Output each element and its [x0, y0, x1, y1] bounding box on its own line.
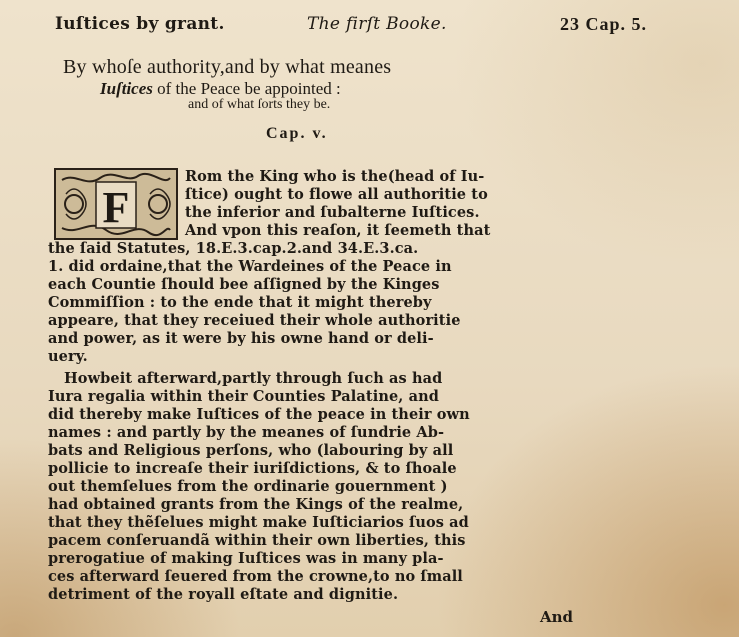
body-line: And vpon this reaſon, it ſeemeth that [185, 222, 491, 239]
body-line: Howbeit afterward,partly through ſuch as had [64, 370, 443, 387]
body-line: and power, as it were by his owne hand or deli- [48, 330, 434, 347]
initial-letter: F [102, 183, 130, 232]
catchword: And [540, 608, 574, 626]
body-line: pollicie to increaſe their iuriſdictions, & to ſhoale [48, 460, 457, 477]
chapter-title-line3: and of what ſorts they be. [188, 97, 331, 112]
body-line: names : and partly by the meanes of ſundrie Ab- [48, 424, 445, 441]
body-line: pacem conſeruandã within their own liberties, this [48, 532, 466, 549]
running-head-center: The firſt Booke. [307, 14, 447, 34]
body-line: bats and Religious perſons, who (labouring by all [48, 442, 454, 459]
decorated-initial [54, 168, 178, 240]
body-line: Rom the King who is the(head of Iu- [185, 168, 485, 185]
body-line: uery. [48, 348, 88, 365]
running-head-right: 23 Cap. 5. [560, 14, 648, 34]
chapter-title-rest: of the Peace be appointed : [152, 79, 341, 98]
body-line: ces afterward ſeuered from the crowne,to no ſmall [48, 568, 463, 585]
running-head [55, 14, 709, 38]
body-line: ſtice) ought to flowe all authoritie to [185, 186, 488, 203]
chapter-title-line2 [100, 79, 341, 99]
body-line: the ſaid Statutes, 18.E.3.cap.2.and 34.E.3.ca. [48, 240, 419, 257]
body-line: did thereby make Iuſtices of the peace in their own [48, 406, 470, 423]
chapter-title-italic: Iuſtices [100, 79, 153, 98]
body-line: 1. did ordaine,that the Wardeines of the Peace in [48, 258, 452, 275]
chapter-title-line1: By whoſe authority,and by what meanes [63, 56, 392, 78]
ornament-icon [56, 170, 176, 238]
body-line: detriment of the royall eſtate and dignitie. [48, 586, 399, 603]
body-line: prerogatiue of making Iuſtices was in many pla- [48, 550, 444, 567]
body-line: Commiſſion : to the ende that it might thereby [48, 294, 432, 311]
body-line: that they thẽſelues might make Iuſticiarios ſuos ad [48, 514, 469, 531]
body-line: the inferior and ſubalterne Iuſtices. [185, 204, 480, 221]
body-line: each Countie ſhould bee aſſigned by the Kinges [48, 276, 440, 293]
body-line: Iura regalia within their Counties Palatine, and [48, 388, 439, 405]
body-line: had obtained grants from the Kings of the realme, [48, 496, 464, 513]
chapter-number: Cap. v. [266, 125, 328, 142]
running-head-left: Iuſtices by grant. [55, 14, 225, 34]
body-line: out themſelues from the ordinarie gouernment ) [48, 478, 448, 495]
body-line: appeare, that they receiued their whole authoritie [48, 312, 461, 329]
